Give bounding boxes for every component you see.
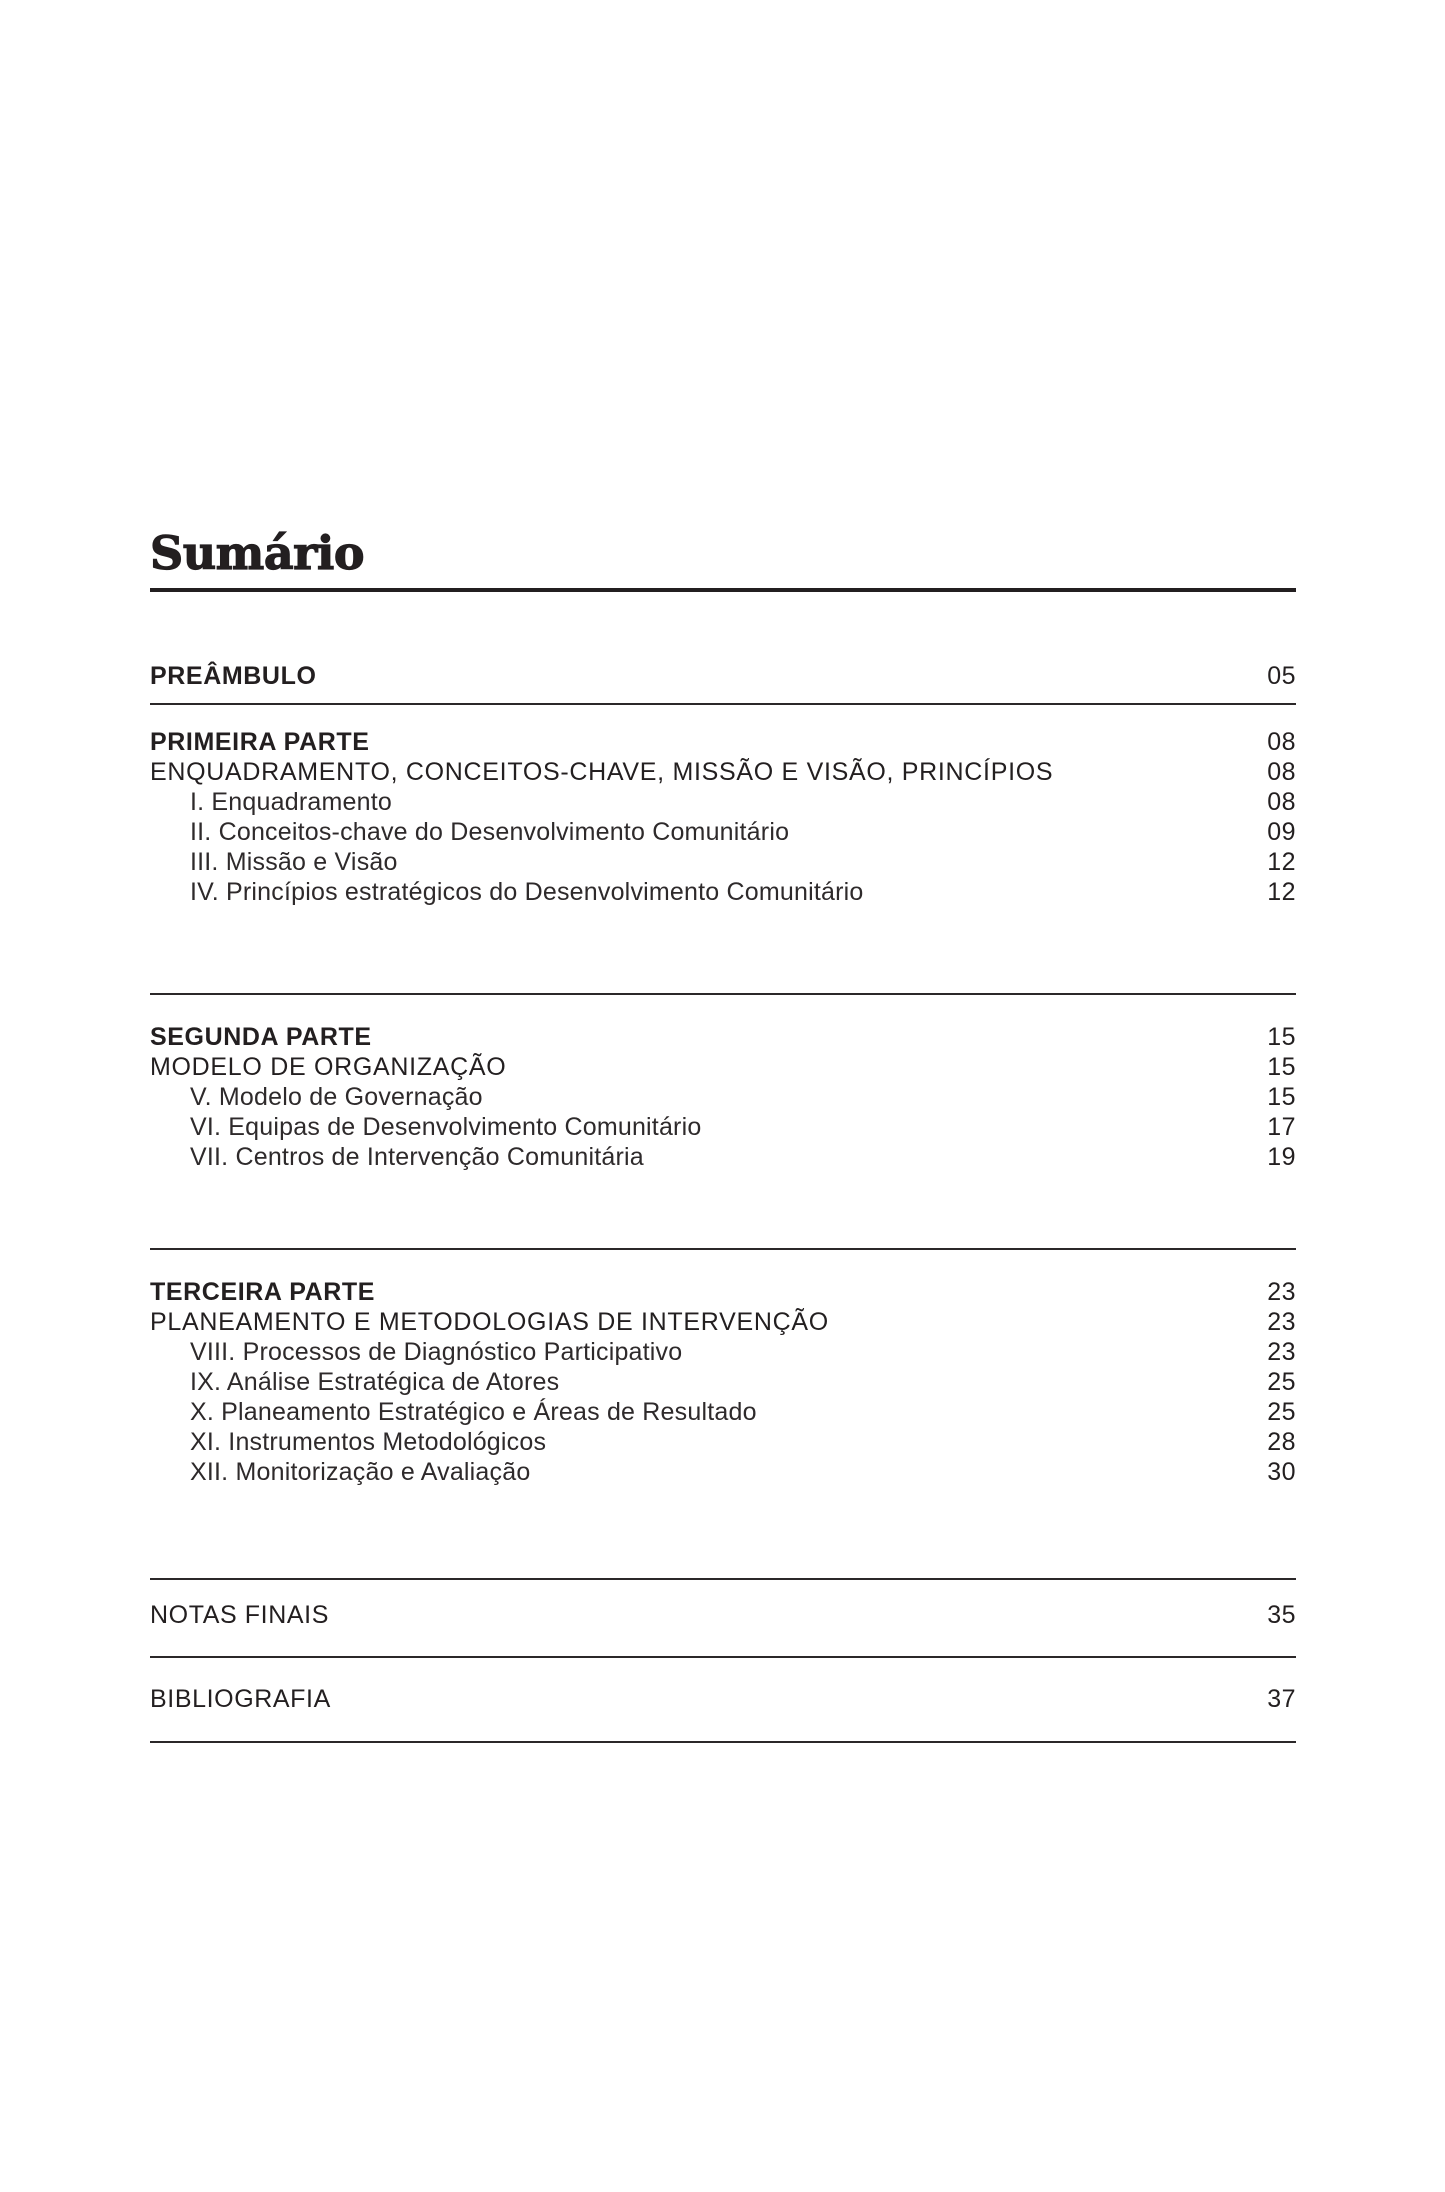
toc-chapter-label: I. Enquadramento xyxy=(190,788,392,816)
toc-chapter-label: IX. Análise Estratégica de Atores xyxy=(190,1368,560,1396)
section-divider xyxy=(150,1741,1296,1743)
toc-page-number: 17 xyxy=(1267,1113,1296,1141)
toc-entry-part-2[interactable] xyxy=(150,1022,1296,1052)
toc-entry-chapter[interactable] xyxy=(150,877,1296,907)
toc-part-label: TERCEIRA PARTE xyxy=(150,1278,376,1306)
toc-page-number: 12 xyxy=(1267,878,1296,906)
toc-heading-label: ENQUADRAMENTO, CONCEITOS-CHAVE, MISSÃO E VISÃO, PRINCÍPIOS xyxy=(150,758,1054,786)
toc-entry-part-2-heading[interactable] xyxy=(150,1052,1296,1082)
toc-chapter-label: III. Missão e Visão xyxy=(190,848,398,876)
toc-entry-chapter[interactable] xyxy=(150,1427,1296,1457)
toc-entry-chapter[interactable] xyxy=(150,1112,1296,1142)
toc-entry-chapter[interactable] xyxy=(150,1457,1296,1487)
toc-page-number: 09 xyxy=(1267,818,1296,846)
toc-page-number: 08 xyxy=(1267,788,1296,816)
toc-entry-chapter[interactable] xyxy=(150,1367,1296,1397)
toc-page-number: 15 xyxy=(1267,1083,1296,1111)
page-title: Sumário xyxy=(150,526,365,580)
toc-part-label: PRIMEIRA PARTE xyxy=(150,728,370,756)
toc-page-number: 12 xyxy=(1267,848,1296,876)
toc-page-number: 05 xyxy=(1267,662,1296,690)
toc-page-number: 35 xyxy=(1267,1601,1296,1629)
toc-entry-notes[interactable] xyxy=(150,1600,1296,1630)
toc-chapter-label: XI. Instrumentos Metodológicos xyxy=(190,1428,547,1456)
toc-part-label: SEGUNDA PARTE xyxy=(150,1023,372,1051)
toc-page-number: 37 xyxy=(1267,1685,1296,1713)
title-divider xyxy=(150,588,1296,592)
toc-chapter-label: V. Modelo de Governação xyxy=(190,1083,483,1111)
toc-entry-chapter[interactable] xyxy=(150,817,1296,847)
toc-heading-label: PLANEAMENTO E METODOLOGIAS DE INTERVENÇÃO xyxy=(150,1308,829,1336)
toc-chapter-label: X. Planeamento Estratégico e Áreas de Resultado xyxy=(190,1398,757,1426)
toc-page-number: 08 xyxy=(1267,728,1296,756)
toc-chapter-label: VII. Centros de Intervenção Comunitária xyxy=(190,1143,644,1171)
toc-entry-part-3[interactable] xyxy=(150,1277,1296,1307)
toc-entry-label: PREÂMBULO xyxy=(150,662,317,690)
toc-page-number: 23 xyxy=(1267,1308,1296,1336)
toc-page-number: 25 xyxy=(1267,1368,1296,1396)
section-divider xyxy=(150,703,1296,705)
toc-entry-chapter[interactable] xyxy=(150,1397,1296,1427)
toc-page-number: 28 xyxy=(1267,1428,1296,1456)
toc-chapter-label: II. Conceitos-chave do Desenvolvimento Comunitário xyxy=(190,818,790,846)
toc-entry-preamble[interactable] xyxy=(150,661,1296,691)
toc-page-number: 15 xyxy=(1267,1023,1296,1051)
toc-entry-bibliography[interactable] xyxy=(150,1684,1296,1714)
toc-page-number: 15 xyxy=(1267,1053,1296,1081)
toc-entry-label: NOTAS FINAIS xyxy=(150,1601,329,1629)
toc-entry-part-3-heading[interactable] xyxy=(150,1307,1296,1337)
section-divider xyxy=(150,1248,1296,1250)
toc-page-number: 30 xyxy=(1267,1458,1296,1486)
toc-chapter-label: VIII. Processos de Diagnóstico Participativo xyxy=(190,1338,683,1366)
section-divider xyxy=(150,1578,1296,1580)
toc-heading-label: MODELO DE ORGANIZAÇÃO xyxy=(150,1053,507,1081)
toc-page-number: 19 xyxy=(1267,1143,1296,1171)
toc-page-number: 23 xyxy=(1267,1338,1296,1366)
toc-entry-chapter[interactable] xyxy=(150,787,1296,817)
toc-chapter-label: XII. Monitorização e Avaliação xyxy=(190,1458,531,1486)
toc-entry-part-1[interactable] xyxy=(150,727,1296,757)
toc-page-number: 23 xyxy=(1267,1278,1296,1306)
toc-entry-label: BIBLIOGRAFIA xyxy=(150,1685,331,1713)
toc-entry-chapter[interactable] xyxy=(150,1142,1296,1172)
toc-entry-chapter[interactable] xyxy=(150,847,1296,877)
section-divider xyxy=(150,1656,1296,1658)
toc-page-number: 08 xyxy=(1267,758,1296,786)
toc-entry-chapter[interactable] xyxy=(150,1337,1296,1367)
toc-page-number: 25 xyxy=(1267,1398,1296,1426)
section-divider xyxy=(150,993,1296,995)
toc-entry-part-1-heading[interactable] xyxy=(150,757,1296,787)
toc-chapter-label: VI. Equipas de Desenvolvimento Comunitário xyxy=(190,1113,702,1141)
toc-chapter-label: IV. Princípios estratégicos do Desenvolvimento Comunitário xyxy=(190,878,864,906)
toc-entry-chapter[interactable] xyxy=(150,1082,1296,1112)
